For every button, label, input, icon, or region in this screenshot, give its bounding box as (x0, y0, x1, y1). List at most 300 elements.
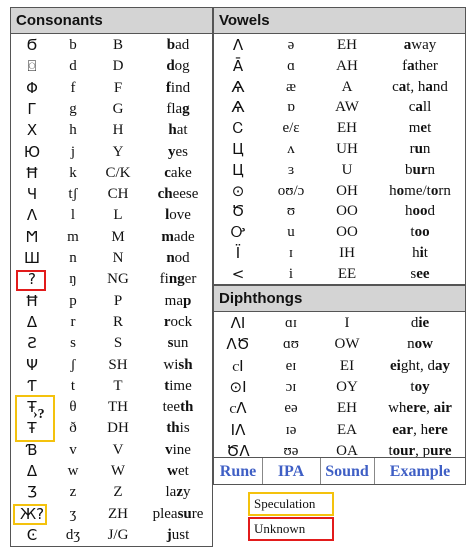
example-highlight: th (166, 420, 180, 437)
table-row (11, 376, 212, 397)
sound-label: S (113, 335, 123, 352)
sound-label: EI (339, 357, 355, 374)
sound-label: EH (337, 120, 357, 137)
table-row (214, 118, 465, 139)
table-row (11, 355, 212, 376)
example-word (374, 334, 466, 355)
example-text: ther (414, 57, 438, 74)
sound-label: R (112, 313, 123, 330)
ipa-symbol: v (69, 441, 77, 458)
rune-glyph: Ʌ (26, 206, 38, 225)
example-highlight: oo (412, 203, 428, 220)
rune-glyph: Ƨ (27, 334, 37, 353)
sound-label: DH (107, 420, 129, 437)
example-highlight: ear (392, 421, 414, 438)
sound-label: I (344, 315, 350, 331)
ipa-symbol: ɔɪ (285, 378, 297, 395)
example-word (143, 291, 213, 312)
ipa-symbol: s (70, 335, 76, 352)
rune-glyph: Ψ (26, 355, 38, 374)
sound-label: B (112, 37, 123, 53)
example-word (143, 461, 213, 482)
example-text: ind (170, 79, 191, 96)
example-word (374, 264, 466, 285)
sound-label: EA (337, 421, 357, 438)
example-highlight: ere (406, 400, 427, 417)
ipa-symbol: b (69, 37, 77, 53)
example-highlight: t (164, 377, 170, 394)
sound-label: W (110, 463, 126, 479)
ipa-symbol: ʊə (283, 442, 299, 459)
example-highlight: l (165, 207, 170, 224)
legend-speculation (248, 492, 334, 516)
sound-label: AH (336, 57, 358, 74)
rune-glyph: < (231, 264, 245, 283)
example-word (143, 56, 213, 77)
example-text: og (174, 58, 190, 75)
example-text: t (410, 378, 415, 395)
example-text: c (392, 78, 399, 95)
example-text: way (411, 37, 437, 53)
example-text: un (173, 335, 189, 352)
rune-glyph: Λ (232, 36, 244, 54)
example-text: me/t (404, 182, 431, 199)
rune-glyph: ⌼ (27, 57, 37, 76)
ipa-symbol: ə (287, 37, 295, 53)
ipa-symbol: eə (284, 400, 298, 417)
rune-glyph: Ꮯ (232, 119, 244, 138)
example-text: et (178, 463, 189, 479)
example-highlight: f (165, 79, 171, 96)
example-text: t (410, 224, 415, 241)
sound-label: UH (336, 141, 358, 157)
ipa-symbol: f (70, 79, 76, 96)
sound-label: EE (337, 265, 357, 282)
ipa-symbol: d (69, 58, 77, 75)
rune-glyph: ꮯI (232, 356, 244, 375)
table-row (11, 312, 212, 333)
sound-label: OO (336, 224, 358, 241)
table-row (214, 313, 465, 334)
sound-label: OO (336, 203, 358, 220)
table-row (11, 184, 212, 205)
example-highlight: j (166, 526, 172, 543)
table-row (11, 482, 212, 503)
ipa-symbol: ɑ (287, 57, 295, 74)
example-text: ma (164, 292, 183, 309)
example-word (143, 227, 213, 248)
example-word (143, 35, 213, 56)
footer-ipa: IPA (277, 463, 305, 480)
column-divider (262, 458, 263, 484)
example-text: t (388, 442, 393, 459)
example-text: re (191, 505, 204, 522)
example-highlight: w (167, 463, 178, 479)
ipa-symbol: ŋ (69, 271, 77, 288)
example-highlight: z (176, 484, 183, 501)
example-highlight: sh (178, 356, 193, 373)
example-text: n (427, 161, 435, 178)
example-word (374, 243, 466, 264)
rune-glyph: Ծ (231, 202, 245, 221)
table-row (11, 78, 212, 99)
example-word (374, 420, 466, 441)
example-text: nd (432, 78, 448, 95)
table-row (214, 222, 465, 243)
example-word (374, 139, 466, 160)
example-highlight: d (166, 58, 175, 75)
ipa-symbol: ɑɪ (284, 315, 297, 331)
example-text: d (410, 315, 419, 331)
rune-glyph: ⊙ (231, 181, 245, 200)
example-word (143, 205, 213, 226)
legend-unknown (248, 517, 334, 541)
table-row (214, 420, 465, 441)
example-text: r (409, 141, 415, 157)
ipa-symbol: n (69, 250, 77, 266)
example-text: , h (413, 421, 429, 438)
example-text: la (165, 484, 177, 501)
example-word (143, 269, 213, 290)
example-text: eese (172, 186, 199, 203)
example-highlight: a (407, 57, 415, 74)
example-highlight: our (392, 442, 416, 459)
ipa-symbol: æ (285, 78, 296, 95)
rune-glyph: Ж? (19, 504, 45, 523)
table-row (214, 160, 465, 181)
example-highlight: p (182, 292, 192, 309)
ipa-symbol: ɪ (288, 245, 294, 261)
rune-glyph: ΛI (230, 314, 246, 332)
rune-glyph: Г (27, 99, 37, 118)
example-text: ock (170, 313, 193, 330)
example-text: ake (170, 164, 192, 181)
vowels-header: Vowels (214, 8, 465, 34)
sound-label: U (341, 161, 353, 178)
rune-glyph: Ꭴ (230, 223, 246, 242)
rune-glyph: Δ (26, 312, 38, 331)
example-word (374, 181, 466, 202)
table-row (11, 56, 212, 77)
example-highlight: ow (414, 336, 433, 353)
example-highlight: a (398, 78, 407, 95)
example-text: fi (159, 271, 169, 288)
table-row (214, 97, 465, 118)
table-row (214, 398, 465, 419)
ipa-symbol: ɜ (287, 161, 295, 178)
rune-glyph: Ŧ (27, 398, 37, 417)
example-text: n (407, 336, 415, 353)
example-word (143, 482, 213, 503)
rune-glyph: Ѧ (231, 98, 245, 117)
ipa-symbol: p (69, 292, 77, 309)
example-word (143, 397, 213, 418)
example-word (143, 418, 213, 439)
rune-glyph: Ħ (25, 163, 39, 182)
example-text: ove (169, 207, 191, 224)
sound-label: EH (337, 37, 357, 53)
example-text: s (410, 265, 417, 282)
example-word (143, 163, 213, 184)
ipa-symbol: eɪ (285, 357, 297, 374)
table-row (214, 264, 465, 285)
example-highlight: ee (416, 265, 430, 282)
sound-label: M (111, 228, 125, 245)
example-text: rn (438, 182, 451, 199)
vowels-panel (213, 7, 466, 285)
ipa-symbol: ʒ (69, 505, 77, 522)
sound-label: J/G (107, 526, 129, 543)
rune-glyph: Ч (26, 185, 38, 204)
table-row (11, 333, 212, 354)
example-text: h (405, 203, 413, 220)
rune-glyph: Ᾱ (232, 56, 244, 75)
example-highlight: s (167, 335, 174, 352)
example-word (374, 377, 466, 398)
sound-label: EH (337, 400, 357, 417)
ipa-symbol: j (70, 143, 76, 160)
rune-glyph: Х (26, 121, 38, 140)
sound-label: G (112, 100, 124, 117)
example-highlight: a (415, 99, 423, 116)
legend-unknown-label: Unknown (254, 521, 306, 536)
example-text: h (389, 182, 397, 199)
ipa-symbol: m (67, 228, 79, 245)
rune-glyph: Ѧ (231, 77, 245, 96)
legend-speculation-label: Speculation (254, 496, 316, 511)
example-word (143, 184, 213, 205)
example-text: plea (152, 505, 178, 522)
example-highlight: ei (390, 357, 401, 374)
example-highlight: ur (412, 161, 428, 178)
footer-example: Example (389, 463, 451, 480)
ipa-symbol: l (70, 207, 76, 224)
example-text: t (427, 120, 432, 137)
rune-glyph: ⊙I (229, 377, 247, 396)
example-text: , (426, 400, 434, 417)
rune-glyph: Δ (26, 462, 38, 480)
example-word (374, 398, 466, 419)
example-text: d (427, 203, 435, 220)
table-row (214, 56, 465, 77)
example-highlight: ie (418, 315, 430, 331)
sound-label: F (113, 79, 123, 96)
table-row (11, 142, 212, 163)
example-text: fla (166, 100, 183, 117)
table-row (214, 356, 465, 377)
sound-label: P (113, 292, 123, 309)
example-highlight: o (396, 182, 405, 199)
example-highlight: oo (414, 224, 430, 241)
example-word (374, 56, 466, 77)
example-word (374, 201, 466, 222)
example-text: at (176, 122, 188, 139)
example-word (143, 504, 213, 525)
ipa-symbol: i (288, 265, 294, 282)
example-text: ll (422, 99, 432, 116)
sound-label: H (112, 122, 124, 139)
rune-glyph: Ħ (25, 291, 39, 310)
rune-glyph: Φ (26, 78, 38, 97)
table-row (11, 440, 212, 461)
example-highlight: c (164, 164, 171, 181)
example-text: f (402, 57, 408, 74)
ipa-symbol: dʒ (65, 526, 81, 543)
ipa-symbol: ɒ (287, 99, 295, 116)
diphthongs-header: Diphthongs (214, 286, 465, 312)
rune-glyph: Ю (23, 142, 41, 161)
example-word (374, 222, 466, 243)
example-text: ad (175, 37, 190, 53)
example-highlight: v (165, 441, 173, 458)
table-row (214, 181, 465, 202)
example-text: c (408, 99, 416, 116)
example-text: ade (173, 228, 195, 245)
sound-label: OH (336, 182, 358, 199)
sound-label: TH (108, 399, 128, 416)
sound-label: ZH (108, 505, 128, 522)
example-word (143, 78, 213, 99)
table-row (11, 291, 212, 312)
example-text: m (408, 120, 421, 137)
example-highlight: ng (168, 271, 185, 288)
sound-label: V (112, 441, 124, 458)
consonants-header: Consonants (11, 8, 212, 34)
rune-glyph: IΛ (230, 420, 246, 439)
example-text: od (174, 250, 190, 266)
rune-glyph: Ϭ (26, 36, 38, 54)
example-text: y (183, 484, 191, 501)
example-text: wh (388, 400, 407, 417)
example-highlight: ure (430, 442, 452, 459)
example-highlight: th (180, 399, 194, 416)
example-highlight: ch (157, 186, 173, 203)
example-word (374, 313, 466, 334)
rune-glyph: Ʒ (27, 483, 37, 502)
table-row (214, 201, 465, 222)
example-word (374, 77, 466, 98)
ipa-symbol: r (70, 313, 76, 330)
example-highlight: su (177, 505, 192, 522)
ipa-symbol: ʃ (70, 356, 76, 373)
sound-label: D (112, 58, 124, 75)
rune-glyph: Ƭ (27, 376, 37, 395)
sound-label: Y (112, 143, 124, 160)
example-highlight: m (161, 228, 174, 245)
rune-glyph: Ц (232, 160, 244, 179)
ipa-symbol: ɪə (285, 421, 297, 438)
example-text: , p (415, 442, 431, 459)
rune-glyph: Ï (235, 244, 241, 262)
example-word (143, 376, 213, 397)
ipa-symbol: ʊ (286, 203, 296, 220)
example-text: ine (172, 441, 191, 458)
ipa-symbol: w (67, 463, 79, 479)
speculation-bracket-mark: ›? (33, 407, 45, 423)
ipa-symbol: ɑʊ (282, 336, 300, 353)
table-row (214, 139, 465, 160)
ipa-symbol: t (70, 377, 76, 394)
example-word (374, 97, 466, 118)
example-highlight: r (163, 313, 171, 330)
example-text: es (175, 143, 188, 160)
example-highlight: g (182, 100, 190, 117)
ipa-symbol: k (69, 164, 77, 181)
ipa-symbol: u (287, 224, 295, 241)
table-row (214, 243, 465, 264)
sound-label: OW (334, 336, 360, 353)
table-row (214, 334, 465, 355)
example-text: h (412, 245, 420, 261)
column-legend-row (214, 457, 465, 485)
example-word (374, 118, 466, 139)
sound-label: A (341, 78, 353, 95)
rune-glyph: Ц (232, 140, 244, 158)
example-highlight: o (430, 182, 439, 199)
rune-glyph: ԾΛ (226, 441, 250, 460)
rune-glyph: Ͼ (26, 525, 38, 544)
sound-label: SH (108, 356, 128, 373)
example-text: n (422, 141, 431, 157)
example-highlight: h (168, 122, 177, 139)
speculation-highlight-zh (13, 504, 47, 525)
ipa-symbol: tʃ (68, 186, 78, 203)
example-word (143, 120, 213, 141)
rune-glyph: ꮯΛ (229, 399, 247, 418)
example-word (374, 160, 466, 181)
example-text: ime (169, 377, 192, 394)
column-divider (320, 458, 321, 484)
example-highlight: ere (428, 421, 448, 438)
rune-glyph: ? (28, 270, 36, 289)
example-highlight: e (420, 120, 428, 137)
example-text: ght, d (400, 357, 435, 374)
example-text: er (184, 271, 197, 288)
example-highlight: a (403, 37, 412, 53)
example-word (143, 142, 213, 163)
ipa-symbol: z (69, 484, 77, 501)
table-row (11, 248, 212, 269)
rune-glyph: Ŧ (27, 419, 37, 438)
rune-glyph: Ɓ (26, 440, 38, 459)
ipa-symbol: ð (69, 420, 77, 437)
example-text: wi (163, 356, 179, 373)
rune-glyph: ΛԾ (226, 335, 250, 354)
example-highlight: b (166, 37, 176, 53)
example-highlight: air (433, 400, 452, 417)
example-word (374, 356, 466, 377)
footer-rune: Rune (219, 463, 257, 480)
table-row (214, 377, 465, 398)
consonants-panel (10, 7, 213, 547)
sound-label: OY (336, 378, 358, 395)
table-row (11, 227, 212, 248)
sound-label: C/K (105, 164, 131, 181)
example-text: t, h (406, 78, 426, 95)
example-text: t (423, 245, 428, 261)
example-word (143, 333, 213, 354)
ipa-symbol: g (69, 100, 77, 117)
sound-label: IH (339, 245, 355, 261)
sound-label: AW (335, 99, 359, 116)
ipa-symbol: e/ɛ (282, 120, 300, 137)
sound-label: N (112, 250, 124, 266)
example-word (143, 99, 213, 120)
example-text: tee (162, 399, 181, 416)
sound-label: L (113, 207, 123, 224)
example-word (143, 440, 213, 461)
example-highlight: oy (414, 378, 430, 395)
